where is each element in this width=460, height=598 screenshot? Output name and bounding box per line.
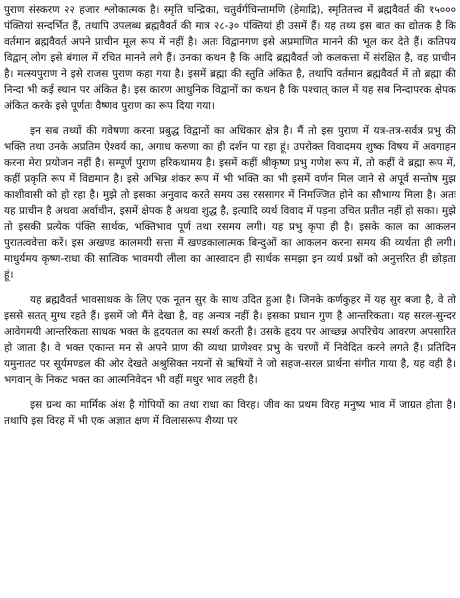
document-page [4,2,456,596]
paragraph-3: यह ब्रह्मवैवर्त भावसाधक के लिए एक नूतन सुर के साथ उदित हुआ है। जिनके कर्णकुहर में यह सुर बजा है, वे तो इससे सतत् मुग्ध रहते हैं। इसमें जो मैंने देखा है, वह अन्यत्र नहीं है। इसका प्रधान गुण है आन्तरिकता। यह सरल-सुन्दर आवेगमयी आन्तरिकता साधक भक्त के हृदयतल का स्पर्श करती है। उसके हृदय पर आच्छन्न अपरिचेय आवरण अपसारित हो जाता है। वे भक्त एकान्त मन से अपने प्राण की व्यथा प्राणेश्वर प्रभु के चरणों में निवेदित करने लगते हैं। प्रतिदिन यमुनातट पर सूर्यमण्डल की ओर देखते अश्रुसिक्त नयनों से ऋषियों ने जो सहज-सरल प्रार्थना संगीत गाया है, यह वही है। भगवान् के निकट भक्त का आत्मनिवेदन भी वहीं मधुर भाव लहरी है। [4,294,456,386]
paragraph-4: इस ग्रन्थ का मार्मिक अंश है गोपियों का तथा राधा का विरह। जीव का प्रथम विरह मनुष्य भाव में जाग्रत होता है। तथापि इस विरह में भी एक अज्ञात क्षण में विलासरूप शैय्या पर [4,399,456,427]
paragraph-1: पुराण संस्करण २२ हजार श्लोकात्मक है। स्मृति चन्द्रिका, चतुर्वर्गचिन्तामणि (हेमाद्रि), स्मृतितत्त्व में ब्रह्मवैवर्त की १५००० पंक्तियां सन्दर्भित हैं, तथापि उपलब्ध ब्रह्मवैवर्त की मात्र २८-३० पंक्तियां ही उसमें हैं। यह तथ्य इस बात का द्योतक है कि वर्तमान ब्रह्मवैवर्त अपने प्राचीन मूल रूप में नहीं है। अतः विद्वानगण इसे अप्रमाणित मानने की भूल कर देते हैं। कतिपय विद्वान् लोग इसे बंगाल में रचित मानने लगे हैं। उनका कथन है कि आदि ब्रह्मवैवर्त जो कलकत्ता में संरक्षित है, वह प्राचीन है। मत्स्यपुराण ने इसे राजस पुराण कहा गया है। इसमें ब्रह्मा की स्तुति अंकित है, तथापि वर्तमान ब्रह्मवैवर्त में तो ब्रह्मा की निन्दा भी कई स्थान पर अंकित है। इस कारण आधुनिक विद्वानों का कथन है कि पश्चात् काल में यह सब निन्दापरक क्षेपक अंकित करके इसे पूर्णतः वैष्णव पुराण का रूप दिया गया। [4,4,456,112]
paragraph-2: इन सब तथ्यों की गवेषणा करना प्रबुद्ध विद्वानों का अधिकार क्षेत्र है। मैं तो इस पुराण में यत्र-तत्र-सर्वत्र प्रभु की भक्ति तथा उनके अप्रतिम ऐश्वर्य का, अगाध करुणा का ही दर्शन पा रहा हूं। उपरोक्त विवादमय शुष्क विषय में अवगाहन करना मेरा प्रयोजन नहीं है। सम्पूर्ण पुराण हरिकथामय है। इसमें कहीं श्रीकृष्ण प्रभु गणेश रूप में, तो कहीं वे ब्रह्मा रूप में, कहीं प्रकृति रूप में विद्यमान है। इसे अभिन्न शंकर रूप में भी भक्ति का भी इसमें वर्णन मिल जाने से अपूर्व सन्तोष मुझ काशीवासी को हो रहा है। मुझे तो इसका अनुवाद करते समय उस रससागर में निमज्जित होने का सौभाग्य मिला है। अतः यह प्राचीन है अथवा अर्वाचीन, इसमें क्षेपक है अथवा शुद्ध है, इत्यादि व्यर्थ विवाद में पड़ना उचित प्रतीत नहीं हो सका। मुझे तो इसकी प्रत्येक पंक्ति सार्थक, भक्तिभाव पूर्ण तथा रसमय लगी। यह प्रभु कृपा ही है। इसके काल का आकलन पुरातत्ववेत्ता करें। इस अखण्ड कालमयी सत्ता में खण्डकालात्मक बिन्दुओं का आकलन करना समय की व्यर्थता ही लगी। माधुर्यमय कृष्ण-राधा की सात्विक भावमयी लीला का आस्वादन ही सार्थक समझा इन व्यर्थ प्रश्नों को अनुत्तरित ही छोड़ता हूं। [4,125,456,281]
